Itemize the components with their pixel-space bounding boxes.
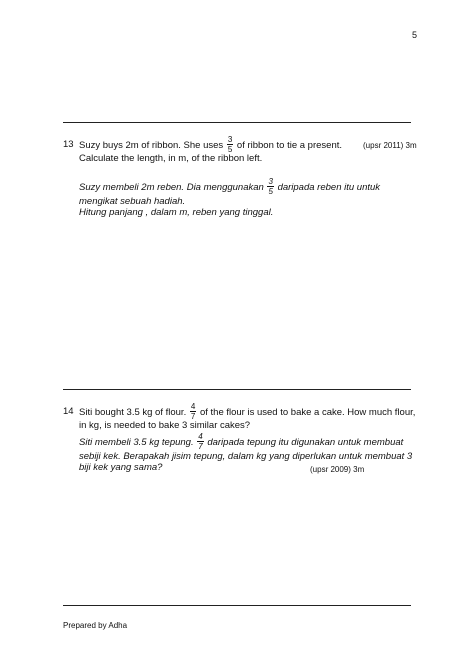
- q13-ms-text-before-fraction: Suzy membeli 2m reben. Dia menggunakan: [79, 182, 264, 194]
- q14-en-text-before-fraction: Siti bought 3.5 kg of flour.: [79, 407, 187, 419]
- q14-malay-line-2: sebiji kek. Berapakah jisim tepung, dalam kg yang diperlukan untuk membuat 3: [79, 451, 413, 462]
- q14-ms-text-before-fraction: Siti membeli 3.5 kg tepung.: [79, 437, 194, 449]
- q13-ms-fraction-numerator: 3: [268, 177, 273, 186]
- footer-prepared-by: Prepared by Adha: [63, 621, 128, 630]
- q13-english-line-2: Calculate the length, in m, of the ribbon left.: [79, 153, 263, 164]
- q13-malay-line-2: mengikat sebuah hadiah.: [79, 196, 186, 207]
- question-13-number: 13: [63, 139, 74, 150]
- q14-en-fraction-numerator: 4: [190, 402, 196, 411]
- q14-ms-text-after-fraction: daripada tepung itu digunakan untuk membuat: [207, 437, 404, 449]
- q13-en-fraction-denominator: 5: [227, 145, 233, 154]
- q14-en-fraction: [190, 402, 196, 421]
- q13-en-fraction: [227, 135, 233, 154]
- q13-ms-fraction: [267, 177, 273, 196]
- q14-en-fraction-denominator: 7: [190, 412, 196, 421]
- divider-bottom: [63, 605, 411, 606]
- q13-ms-fraction-denominator: 5: [268, 187, 273, 196]
- q14-malay-line-3: biji kek yang sama?: [79, 462, 163, 473]
- q14-source-marks: (upsr 2009) 3m: [310, 465, 365, 474]
- divider-middle: [63, 389, 411, 390]
- question-14-number: 14: [63, 406, 74, 417]
- q13-en-text-after-fraction: of ribbon to tie a present.: [236, 140, 342, 152]
- q13-source-marks: (upsr 2011) 3m: [363, 141, 417, 150]
- q13-en-text-before-fraction: Suzy buys 2m of ribbon. She uses: [79, 140, 224, 152]
- q14-ms-fraction-numerator: 4: [198, 432, 203, 441]
- q14-ms-fraction: [197, 432, 203, 451]
- q14-ms-fraction-denominator: 7: [198, 442, 203, 451]
- divider-top: [63, 122, 411, 123]
- q14-en-text-after-fraction: of the flour is used to bake a cake. How much flour,: [199, 407, 416, 419]
- q13-en-fraction-numerator: 3: [227, 135, 233, 144]
- q13-ms-text-after-fraction: daripada reben itu untuk: [277, 182, 381, 194]
- page-number: 5: [412, 30, 418, 40]
- q14-malay-line-1: [79, 433, 403, 452]
- q14-english-line-2: in kg, is needed to bake 3 similar cakes?: [79, 420, 251, 431]
- q13-malay-line-3: Hitung panjang , dalam m, reben yang tinggal.: [79, 207, 274, 218]
- q13-malay-line-1: [79, 178, 380, 197]
